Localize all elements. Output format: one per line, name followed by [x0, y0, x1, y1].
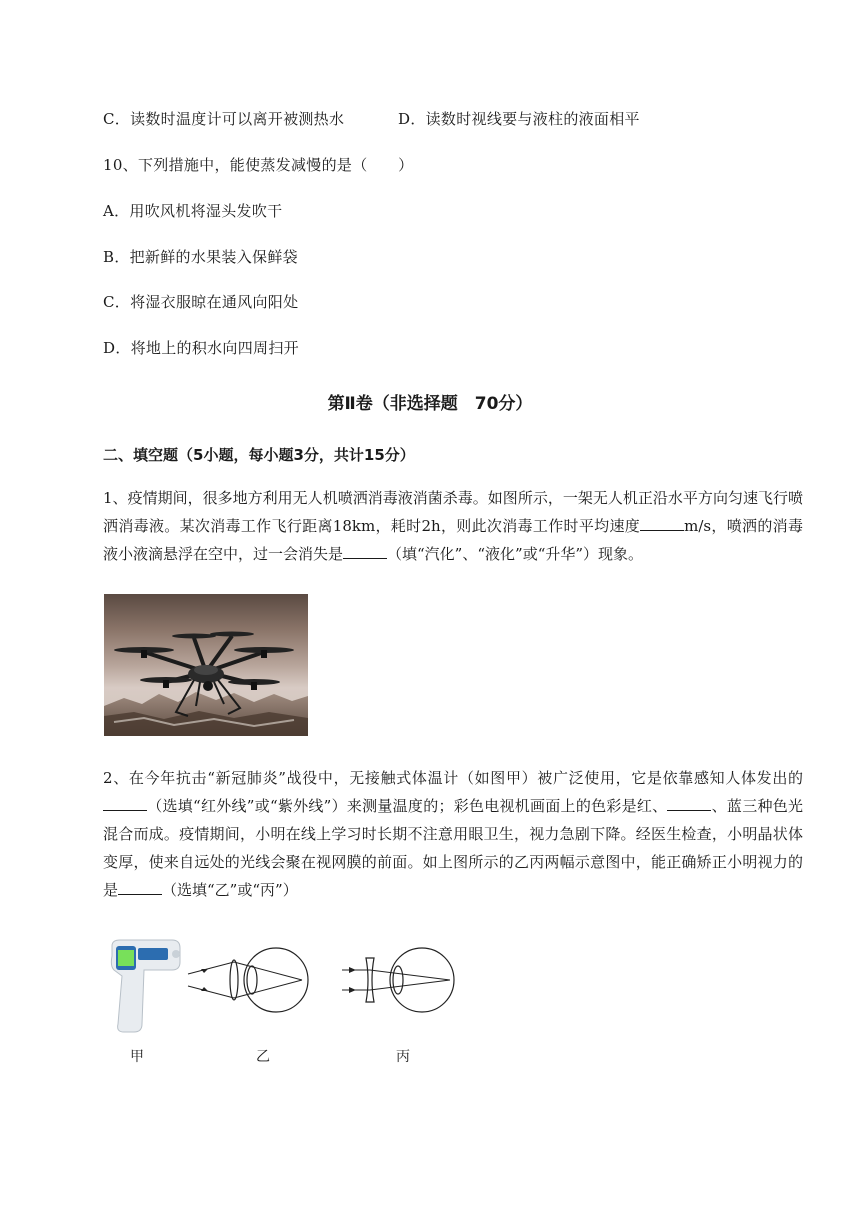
part2-title: 第Ⅱ卷（非选择题 70分）	[327, 394, 533, 414]
fill-question-2	[103, 764, 803, 904]
figure-eye-concave-lens	[340, 940, 468, 1022]
fill1-text-1: 1、疫情期间，很多地方利用无人机喷洒消毒液消菌杀毒。如图所示，一架无人机正沿水平方向匀速飞行喷洒消毒液。某次消毒工作飞行距离18km，耗时2h，则此次消毒工作时平均速度	[103, 489, 803, 535]
figure-thermometer	[104, 936, 184, 1036]
drone-photo	[104, 594, 308, 736]
fill2-text-2: （选填“红外线”或“紫外线”）来测量温度的；彩色电视机画面上的色彩是红、	[147, 797, 668, 815]
caption-jia: 甲	[130, 1049, 144, 1065]
caption-bing: 丙	[396, 1049, 410, 1065]
fill2-text-4: （选填“乙”或“丙”）	[162, 881, 298, 899]
q10-option-b: B．把新鲜的水果装入保鲜袋	[103, 248, 298, 266]
section-heading: 二、填空题（5小题，每小题3分，共计15分）	[103, 446, 415, 464]
fill-question-1	[103, 484, 803, 568]
q9-option-d: D．读数时视线要与液柱的液面相平	[398, 110, 640, 128]
q10-stem: 10、下列措施中，能使蒸发减慢的是（ ）	[103, 156, 414, 174]
answer-blank[interactable]	[640, 516, 684, 531]
figure-eye-convex-lens	[186, 940, 314, 1022]
q10-option-c: C．将湿衣服晾在通风向阳处	[103, 293, 299, 311]
q9-option-c: C．读数时温度计可以离开被测热水	[103, 110, 345, 128]
answer-blank[interactable]	[343, 544, 387, 559]
fill2-text-3: 、蓝三种色光混合而成。疫情期间，小明在线上学习时长期不注意用眼卫生，视力急剧下降。经医生检查，小明晶状体变厚，使来自远处的光线会聚在视网膜的前面。如上图所示的乙丙两幅示意图中，能正确矫正小明视力的是	[103, 797, 803, 899]
answer-blank[interactable]	[103, 796, 147, 811]
q10-option-d: D．将地上的积水向四周扫开	[103, 339, 299, 357]
answer-blank[interactable]	[667, 796, 711, 811]
fill1-text-3: （填“汽化”、“液化”或“升华”）现象。	[387, 545, 644, 563]
q10-option-a: A．用吹风机将湿头发吹干	[103, 202, 283, 220]
caption-yi: 乙	[256, 1049, 270, 1065]
answer-blank[interactable]	[118, 880, 162, 895]
fill2-text-1: 2、在今年抗击“新冠肺炎”战役中，无接触式体温计（如图甲）被广泛使用，它是依靠感知人体发出的	[103, 769, 803, 787]
fill1-text-2: m/s，喷洒的消毒液小液滴悬浮在空中，过一会消失是	[103, 517, 803, 563]
